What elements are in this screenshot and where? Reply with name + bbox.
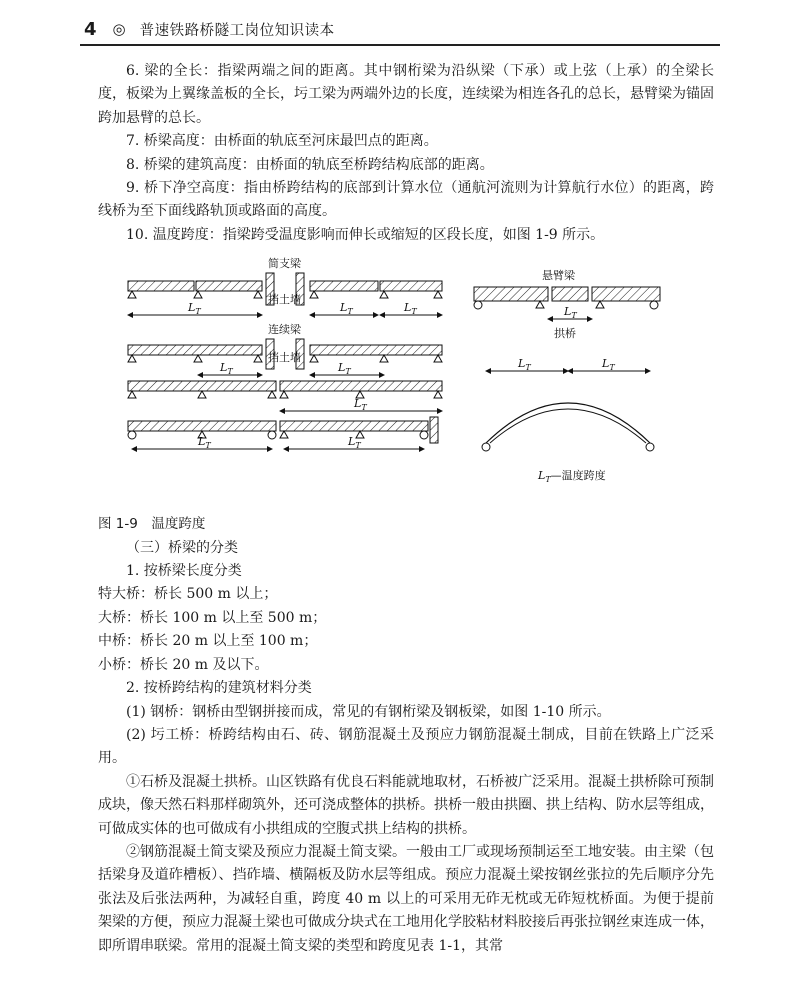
simple-beam-label: 简支梁 <box>268 257 301 271</box>
lt-legend: $L_T—$温度跨度 <box>538 469 606 485</box>
arch-label: 拱桥 <box>554 327 576 341</box>
lt-label: $L_T$ <box>354 397 367 413</box>
classification-item: 特大桥：桥长 500 m 以上； <box>98 586 278 603</box>
lt-label: $L_T$ <box>188 301 201 317</box>
lt-label: $L_T$ <box>348 435 361 451</box>
temperature-span-diagram <box>98 253 714 513</box>
paragraph-bridge-height: 7. 桥梁高度：由桥面的轨底至河床最凹点的距离。 <box>126 133 438 150</box>
simple-beam-row <box>128 256 442 316</box>
figure-caption: 图 1-9 温度跨度 <box>98 516 206 533</box>
beam-row-3 <box>128 381 442 412</box>
page-header <box>80 14 720 46</box>
paragraph-beam-length: 6. 梁的全长：指梁两端之间的距离。其中钢桁梁为沿纵梁（下承）或上弦（上承）的全梁长度，板梁为上翼缘盖板的全长，圬工梁为两端外边的长度，连续梁为相连各孔的总长，悬臂梁为锚固跨加悬臂的总长。 <box>98 63 714 126</box>
classification-item: 小桥：桥长 20 m 及以下。 <box>98 656 269 673</box>
page-number: 4 <box>84 18 97 40</box>
cantilever-beam-label: 悬臂梁 <box>542 269 575 283</box>
retaining-wall-label: 挡土墙 <box>268 293 301 307</box>
paragraph-construction-height: 8. 桥梁的建筑高度：由桥面的轨底至桥跨结构底部的距离。 <box>126 156 494 173</box>
classification-heading-length: 1. 按桥梁长度分类 <box>126 563 242 580</box>
lt-label: $L_T$ <box>198 435 211 451</box>
lt-label: $L_T$ <box>220 361 233 377</box>
lt-label: $L_T$ <box>564 305 577 321</box>
retaining-wall-label: 挡土墙 <box>268 351 301 365</box>
page-content <box>98 60 714 958</box>
section-title: （三）桥梁的分类 <box>126 539 238 556</box>
beam-row-4 <box>128 417 438 450</box>
continuous-beam-row <box>128 322 442 376</box>
bullseye-icon: ◎ <box>112 20 126 38</box>
paragraph-steel-bridge: (1) 钢桥：钢桥由型钢拼接而成，常见的有钢桁梁及钢板梁，如图 1-10 所示。 <box>126 703 611 720</box>
paragraph-stone-arch: ①石桥及混凝土拱桥。山区铁路有优良石料能就地取材，石桥被广泛采用。混凝土拱桥除可预制成块，像天然石料那样砌筑外，还可浇成整体的拱桥。拱桥一般由拱圈、拱上结构、防水层等组成，可做成实体的也可做成有小拱组成的空腹式拱上结构的拱桥。 <box>98 773 714 837</box>
lt-label: $L_T$ <box>340 301 353 317</box>
classification-item: 中桥：桥长 20 m 以上至 100 m； <box>98 633 318 650</box>
arch-bridge <box>482 357 654 484</box>
cantilever-beam <box>474 268 660 340</box>
book-title: 普速铁路桥隧工岗位知识读本 <box>139 22 335 39</box>
paragraph-masonry-bridge: (2) 圬工桥：桥跨结构由石、砖、钢筋混凝土及预应力钢筋混凝土制成，目前在铁路上广泛采用。 <box>98 726 714 767</box>
classification-item: 大桥：桥长 100 m 以上至 500 m； <box>98 609 327 626</box>
classification-heading-material: 2. 按桥跨结构的建筑材料分类 <box>126 680 312 697</box>
lt-label: $L_T$ <box>518 357 531 373</box>
paragraph-temperature-span: 10. 温度跨度：指梁跨受温度影响而伸长或缩短的区段长度，如图 1-9 所示。 <box>126 226 605 243</box>
figure-temperature-span <box>98 253 714 513</box>
lt-label: $L_T$ <box>602 357 615 373</box>
lt-label: $L_T$ <box>404 301 417 317</box>
continuous-beam-label: 连续梁 <box>268 323 301 337</box>
lt-label: $L_T$ <box>338 361 351 377</box>
paragraph-concrete-beam: ②钢筋混凝土简支梁及预应力混凝土简支梁。一般由工厂或现场预制运至工地安装。由主梁（包括梁身及道砟槽板）、挡砟墙、横隔板及防水层等组成。预应力混凝土梁按钢丝张拉的先后顺序分先张法及后张法两种，为减轻自重，跨度 40 m 以上的可采用无砟无枕或无砟短枕桥面。为便于提前架梁的方便，预应力混凝土梁也可做成分块式在工地用化学胶粘材料胶接后再张拉钢丝束连成一体，即所谓串联梁。常用的混凝土简支梁的类型和跨度见表 1-1，其常 <box>98 843 714 954</box>
paragraph-clearance: 9. 桥下净空高度：指由桥跨结构的底部到计算水位（通航河流则为计算航行水位）的距离，跨线桥为至下面线路轨顶或路面的高度。 <box>98 180 714 220</box>
